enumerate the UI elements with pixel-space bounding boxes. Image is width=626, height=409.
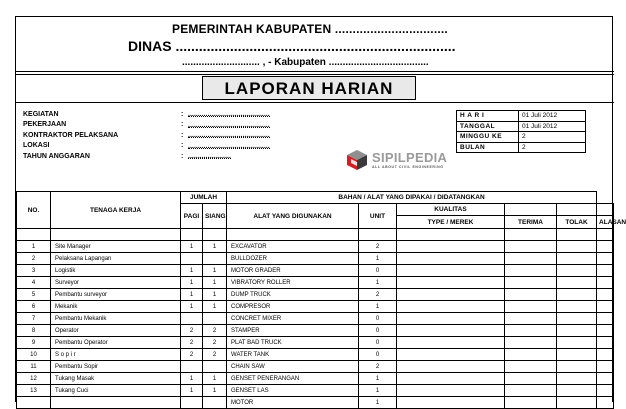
row-terima bbox=[505, 277, 557, 289]
row-no: 8 bbox=[17, 325, 51, 337]
row-tenaga-kerja: Tukang Masak bbox=[51, 373, 181, 385]
table-row bbox=[17, 325, 614, 337]
row-type-merek bbox=[397, 265, 505, 277]
row-unit: 1 bbox=[359, 397, 397, 409]
row-pagi: 2 bbox=[181, 325, 203, 337]
info-row-lokasi bbox=[23, 141, 270, 152]
row-alasan bbox=[597, 337, 614, 349]
date-row-minggu bbox=[457, 132, 586, 143]
row-siang: 1 bbox=[203, 241, 227, 253]
row-alasan bbox=[597, 361, 614, 373]
row-no: 7 bbox=[17, 313, 51, 325]
row-siang: 1 bbox=[203, 301, 227, 313]
sipilpedia-logo bbox=[346, 149, 456, 183]
row-terima bbox=[505, 349, 557, 361]
row-no: 6 bbox=[17, 301, 51, 313]
info-row-tahun-anggaran bbox=[23, 151, 270, 162]
row-unit bbox=[359, 229, 397, 241]
info-value: .......................................... bbox=[188, 111, 270, 119]
table-row bbox=[17, 373, 614, 385]
date-label: MINGGU KE bbox=[457, 132, 519, 143]
info-value: .......................................... bbox=[188, 132, 270, 140]
row-tolak bbox=[557, 289, 597, 301]
row-terima bbox=[505, 325, 557, 337]
row-type-merek bbox=[397, 325, 505, 337]
row-type-merek bbox=[397, 301, 505, 313]
row-alat: CONCRET MIXER bbox=[227, 313, 359, 325]
row-tenaga-kerja: Tukang Cuci bbox=[51, 385, 181, 397]
row-alat: PLAT BAD TRUCK bbox=[227, 337, 359, 349]
row-alat: GENSET LAS bbox=[227, 385, 359, 397]
row-terima bbox=[505, 373, 557, 385]
row-no bbox=[17, 397, 51, 409]
row-tolak bbox=[557, 397, 597, 409]
table-row bbox=[17, 313, 614, 325]
row-tolak bbox=[557, 313, 597, 325]
date-label: BULAN bbox=[457, 142, 519, 153]
row-alasan bbox=[597, 277, 614, 289]
row-tenaga-kerja bbox=[51, 397, 181, 409]
row-tolak bbox=[557, 373, 597, 385]
info-label: KONTRAKTOR PELAKSANA bbox=[23, 131, 119, 139]
col-header-siang: SIANG bbox=[203, 204, 227, 229]
row-alasan bbox=[597, 265, 614, 277]
row-terima bbox=[505, 253, 557, 265]
row-alat: MOTOR GRADER bbox=[227, 265, 359, 277]
date-row-bulan bbox=[457, 142, 586, 153]
row-tenaga-kerja: Pelaksana Lapangan bbox=[51, 253, 181, 265]
row-tenaga-kerja: Surveyor bbox=[51, 277, 181, 289]
row-siang bbox=[203, 397, 227, 409]
table-row bbox=[17, 289, 614, 301]
row-alasan bbox=[597, 397, 614, 409]
table-row bbox=[17, 385, 614, 397]
table-row bbox=[17, 277, 614, 289]
row-siang: 1 bbox=[203, 265, 227, 277]
row-tolak bbox=[557, 349, 597, 361]
row-pagi: 1 bbox=[181, 289, 203, 301]
row-siang: 2 bbox=[203, 337, 227, 349]
row-terima bbox=[505, 385, 557, 397]
row-pagi: 1 bbox=[181, 265, 203, 277]
row-tenaga-kerja: Pembantu Operator bbox=[51, 337, 181, 349]
info-value: .......................................... bbox=[188, 121, 270, 129]
row-type-merek bbox=[397, 337, 505, 349]
info-colon: : bbox=[181, 142, 184, 150]
col-header-pagi: PAGI bbox=[181, 204, 203, 229]
row-tenaga-kerja bbox=[51, 229, 181, 241]
address-line: ............................ , - Kabupaten .................................... bbox=[182, 57, 429, 68]
row-no: 2 bbox=[17, 253, 51, 265]
row-alat: DUMP TRUCK bbox=[227, 289, 359, 301]
row-pagi: 1 bbox=[181, 241, 203, 253]
row-alasan bbox=[597, 385, 614, 397]
row-alasan bbox=[597, 229, 614, 241]
row-no: 3 bbox=[17, 265, 51, 277]
table-row bbox=[17, 241, 614, 253]
row-tenaga-kerja: Logistik bbox=[51, 265, 181, 277]
row-alasan bbox=[597, 313, 614, 325]
date-value: 01 Juli 2012 bbox=[519, 121, 586, 132]
row-type-merek bbox=[397, 373, 505, 385]
row-tolak bbox=[557, 277, 597, 289]
row-unit: 0 bbox=[359, 349, 397, 361]
info-colon: : bbox=[181, 110, 184, 118]
row-alat: GENSET PENERANGAN bbox=[227, 373, 359, 385]
row-tolak bbox=[557, 253, 597, 265]
row-no: 13 bbox=[17, 385, 51, 397]
info-value: ...................... bbox=[188, 153, 231, 161]
row-terima bbox=[505, 313, 557, 325]
row-siang: 1 bbox=[203, 385, 227, 397]
info-row-kontraktor bbox=[23, 130, 270, 141]
row-siang: 1 bbox=[203, 289, 227, 301]
date-label: TANGGAL bbox=[457, 121, 519, 132]
row-unit: 0 bbox=[359, 313, 397, 325]
table-row bbox=[17, 229, 614, 241]
col-header-kualitas: KUALITAS bbox=[397, 204, 505, 216]
row-siang: 2 bbox=[203, 349, 227, 361]
col-header-unit: UNIT bbox=[359, 204, 397, 229]
row-type-merek bbox=[397, 385, 505, 397]
row-type-merek bbox=[397, 289, 505, 301]
row-tenaga-kerja: Operator bbox=[51, 325, 181, 337]
regency-line: PEMERINTAH KABUPATEN ................................ bbox=[172, 22, 448, 36]
date-value: 01 Juli 2012 bbox=[519, 111, 586, 122]
row-tolak bbox=[557, 361, 597, 373]
row-tenaga-kerja: Pembantu Mekanik bbox=[51, 313, 181, 325]
info-colon: : bbox=[181, 152, 184, 160]
row-unit: 1 bbox=[359, 253, 397, 265]
row-siang: 1 bbox=[203, 277, 227, 289]
row-unit: 0 bbox=[359, 265, 397, 277]
row-pagi bbox=[181, 253, 203, 265]
row-tolak bbox=[557, 265, 597, 277]
logo-tagline: ALL ABOUT CIVIL ENGINEERING bbox=[372, 165, 444, 169]
row-siang bbox=[203, 313, 227, 325]
row-tolak bbox=[557, 337, 597, 349]
col-header-jumlah: JUMLAH bbox=[181, 192, 227, 204]
row-terima bbox=[505, 229, 557, 241]
row-alat: STAMPER bbox=[227, 325, 359, 337]
row-type-merek bbox=[397, 241, 505, 253]
row-alat: WATER TANK bbox=[227, 349, 359, 361]
row-unit: 1 bbox=[359, 373, 397, 385]
row-pagi bbox=[181, 361, 203, 373]
row-pagi bbox=[181, 229, 203, 241]
table-row bbox=[17, 301, 614, 313]
info-colon: : bbox=[181, 131, 184, 139]
row-alat: EXCAVATOR bbox=[227, 241, 359, 253]
row-alasan bbox=[597, 373, 614, 385]
table-row bbox=[17, 349, 614, 361]
row-unit: 1 bbox=[359, 301, 397, 313]
row-alasan bbox=[597, 325, 614, 337]
row-pagi: 1 bbox=[181, 373, 203, 385]
table-row bbox=[17, 361, 614, 373]
date-label: H A R I bbox=[457, 111, 519, 122]
row-unit: 1 bbox=[359, 385, 397, 397]
row-no: 5 bbox=[17, 289, 51, 301]
col-header-terima: TERIMA bbox=[505, 216, 557, 229]
row-siang bbox=[203, 253, 227, 265]
date-row-hari bbox=[457, 111, 586, 122]
col-header-terima-top bbox=[505, 204, 557, 216]
row-alat: COMPRESOR bbox=[227, 301, 359, 313]
row-terima bbox=[505, 241, 557, 253]
table-header-row bbox=[17, 192, 614, 204]
info-value: .......................................... bbox=[188, 142, 270, 150]
row-pagi bbox=[181, 397, 203, 409]
row-tolak bbox=[557, 229, 597, 241]
row-terima bbox=[505, 397, 557, 409]
row-type-merek bbox=[397, 397, 505, 409]
row-no: 11 bbox=[17, 361, 51, 373]
row-unit: 0 bbox=[359, 337, 397, 349]
col-header-tenaga-kerja: TENAGA KERJA bbox=[51, 192, 181, 229]
table-row bbox=[17, 397, 614, 409]
row-terima bbox=[505, 289, 557, 301]
info-label: LOKASI bbox=[23, 142, 50, 150]
row-tenaga-kerja: Pembantu Sopir bbox=[51, 361, 181, 373]
row-alasan bbox=[597, 301, 614, 313]
date-value: 2 bbox=[519, 132, 586, 143]
info-label: PEKERJAAN bbox=[23, 121, 67, 129]
row-alat bbox=[227, 229, 359, 241]
project-info bbox=[23, 109, 270, 162]
row-no: 9 bbox=[17, 337, 51, 349]
table-row bbox=[17, 253, 614, 265]
col-header-type-merek: TYPE / MEREK bbox=[397, 216, 505, 229]
row-tenaga-kerja: Mekanik bbox=[51, 301, 181, 313]
row-unit: 2 bbox=[359, 361, 397, 373]
department-line: DINAS ........................................................................ bbox=[128, 38, 456, 54]
row-pagi: 1 bbox=[181, 301, 203, 313]
row-terima bbox=[505, 361, 557, 373]
row-tenaga-kerja: S o p i r bbox=[51, 349, 181, 361]
info-colon: : bbox=[181, 121, 184, 129]
row-no: 12 bbox=[17, 373, 51, 385]
row-unit: 1 bbox=[359, 277, 397, 289]
header-divider bbox=[16, 71, 614, 75]
table-row bbox=[17, 265, 614, 277]
title-divider bbox=[16, 102, 614, 103]
row-tolak bbox=[557, 385, 597, 397]
row-alat: BULLDOZER bbox=[227, 253, 359, 265]
row-type-merek bbox=[397, 253, 505, 265]
row-siang bbox=[203, 361, 227, 373]
daily-report-table bbox=[16, 191, 626, 409]
row-pagi: 2 bbox=[181, 337, 203, 349]
row-no: 1 bbox=[17, 241, 51, 253]
col-header-bahan-alat: BAHAN / ALAT YANG DIPAKAI / DIDATANGKAN bbox=[227, 192, 597, 204]
row-unit: 0 bbox=[359, 325, 397, 337]
row-tolak bbox=[557, 301, 597, 313]
col-header-alasan: ALASAN bbox=[597, 216, 614, 229]
row-no: 4 bbox=[17, 277, 51, 289]
report-title: LAPORAN HARIAN bbox=[202, 76, 416, 100]
table-row bbox=[17, 337, 614, 349]
row-tenaga-kerja: Site Manager bbox=[51, 241, 181, 253]
col-header-tolak-top bbox=[557, 204, 597, 216]
row-type-merek bbox=[397, 349, 505, 361]
row-pagi: 1 bbox=[181, 277, 203, 289]
col-header-tolak: TOLAK bbox=[557, 216, 597, 229]
report-sheet bbox=[15, 16, 626, 406]
row-alasan bbox=[597, 349, 614, 361]
row-pagi: 1 bbox=[181, 385, 203, 397]
row-tolak bbox=[557, 325, 597, 337]
col-header-no: NO. bbox=[17, 192, 51, 229]
info-label: TAHUN ANGGARAN bbox=[23, 152, 90, 160]
date-box bbox=[456, 110, 586, 153]
cube-logo-icon bbox=[346, 149, 368, 171]
row-terima bbox=[505, 337, 557, 349]
date-row-tanggal bbox=[457, 121, 586, 132]
row-no bbox=[17, 229, 51, 241]
row-pagi: 2 bbox=[181, 349, 203, 361]
info-row-pekerjaan bbox=[23, 120, 270, 131]
info-row-kegiatan bbox=[23, 109, 270, 120]
row-siang bbox=[203, 229, 227, 241]
row-no: 10 bbox=[17, 349, 51, 361]
row-alat: CHAIN SAW bbox=[227, 361, 359, 373]
row-siang: 1 bbox=[203, 373, 227, 385]
government-header bbox=[16, 19, 614, 71]
col-header-alat: ALAT YANG DIGUNAKAN bbox=[227, 204, 359, 229]
row-type-merek bbox=[397, 277, 505, 289]
row-tolak bbox=[557, 241, 597, 253]
row-unit: 2 bbox=[359, 241, 397, 253]
col-header-alasan-top bbox=[597, 204, 614, 216]
row-tenaga-kerja: Pembantu surveyor bbox=[51, 289, 181, 301]
row-type-merek bbox=[397, 313, 505, 325]
row-type-merek bbox=[397, 361, 505, 373]
row-pagi bbox=[181, 313, 203, 325]
row-terima bbox=[505, 301, 557, 313]
row-alat: MOTOR bbox=[227, 397, 359, 409]
table-body bbox=[17, 229, 614, 409]
info-label: KEGIATAN bbox=[23, 110, 59, 118]
row-alat: VIBRATORY ROLLER bbox=[227, 277, 359, 289]
row-alasan bbox=[597, 289, 614, 301]
row-type-merek bbox=[397, 229, 505, 241]
row-terima bbox=[505, 265, 557, 277]
date-value: 2 bbox=[519, 142, 586, 153]
row-siang: 2 bbox=[203, 325, 227, 337]
row-unit: 2 bbox=[359, 289, 397, 301]
row-alasan bbox=[597, 241, 614, 253]
row-alasan bbox=[597, 253, 614, 265]
logo-name: SIPILPEDIA bbox=[372, 150, 448, 165]
